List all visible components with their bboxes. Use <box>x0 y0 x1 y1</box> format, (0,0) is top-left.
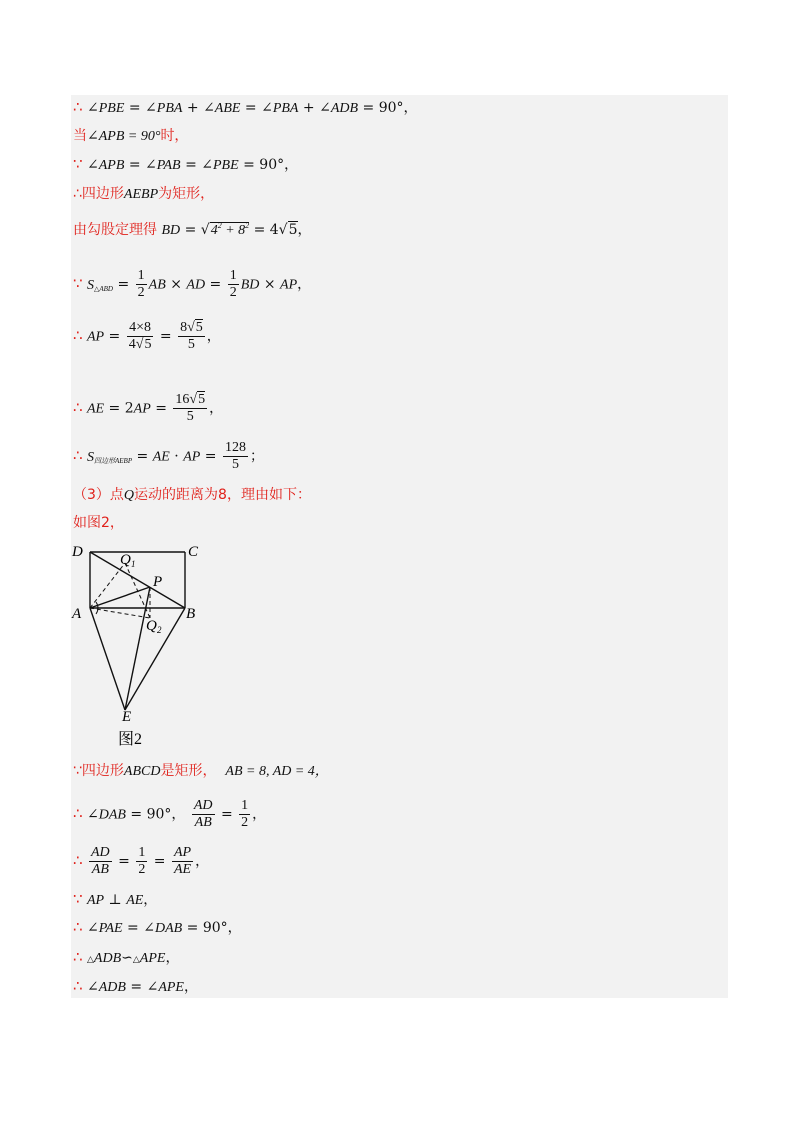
label-A: A <box>72 606 82 622</box>
label-Q1-sub: 1 <box>131 559 136 569</box>
label-Q2: Q <box>146 618 157 634</box>
label-P: P <box>153 574 163 590</box>
line-5: 由勾股定理得 BD = $√4^2 + 8^2 = 4√5$， <box>73 221 312 238</box>
line-1: ∴ ∠PBE = ∠PBA + ∠ABE = ∠PBA + ∠ADB = 90°， <box>73 98 418 116</box>
line-14: ∴ $\frac{AD}{AB}$ = $\frac{1}{2}$ = $\frac{AP}{AE}$ ， <box>73 845 210 878</box>
line-16: ∴ ∠PAE = ∠DAB = 90°， <box>73 918 242 936</box>
line-13: ∴ ∠DAB = 90°， $\frac{AD}{AB}$ = $\frac{1}{2}$ ， <box>73 798 267 831</box>
line-18: ∴ ∠ADB = ∠APE， <box>73 977 198 995</box>
line-17: ∴ △ADB∽△APE， <box>73 948 180 966</box>
figure-caption: 图2 <box>118 731 143 748</box>
figure-2 <box>70 540 210 750</box>
line-15: ∵ AP ⊥ AE， <box>73 890 158 908</box>
line-10: （3）点Q运动的距离为8，理由如下： <box>73 487 311 503</box>
label-D: D <box>72 544 83 560</box>
label-Q1: Q <box>120 552 131 568</box>
line-7: ∴ AP = $\frac{4\times 8}{4√5}$ = $\frac{8√5}{5}$ ， <box>73 320 221 353</box>
label-Q2-sub: 2 <box>157 625 162 635</box>
line-2: 当∠APB = 90°时， <box>73 128 189 144</box>
line-3: ∵ ∠APB = ∠PAB = ∠PBE = 90°， <box>73 155 299 173</box>
line-9: ∴ $S_{四边形AEBP}$ = AE · AP = $\frac{128}{5}$ ； <box>73 440 264 473</box>
line-11: 如图2， <box>73 515 124 531</box>
label-E: E <box>122 709 132 725</box>
label-B: B <box>186 606 196 622</box>
label-C: C <box>188 544 199 560</box>
line-4: ∴四边形AEBP为矩形， <box>73 186 215 202</box>
line-8: ∴ AE = 2AP = $\frac{16√5}{5}$ ， <box>73 392 224 425</box>
line-6: ∵ $S_{\triangle ABD}$ = $\frac{1}{2}$ AB × AD = $\frac{1}{2}$ BD × AP， <box>73 268 312 301</box>
line-12: ∵四边形ABCD是矩形， AB = 8, AD = 4， <box>73 763 329 779</box>
